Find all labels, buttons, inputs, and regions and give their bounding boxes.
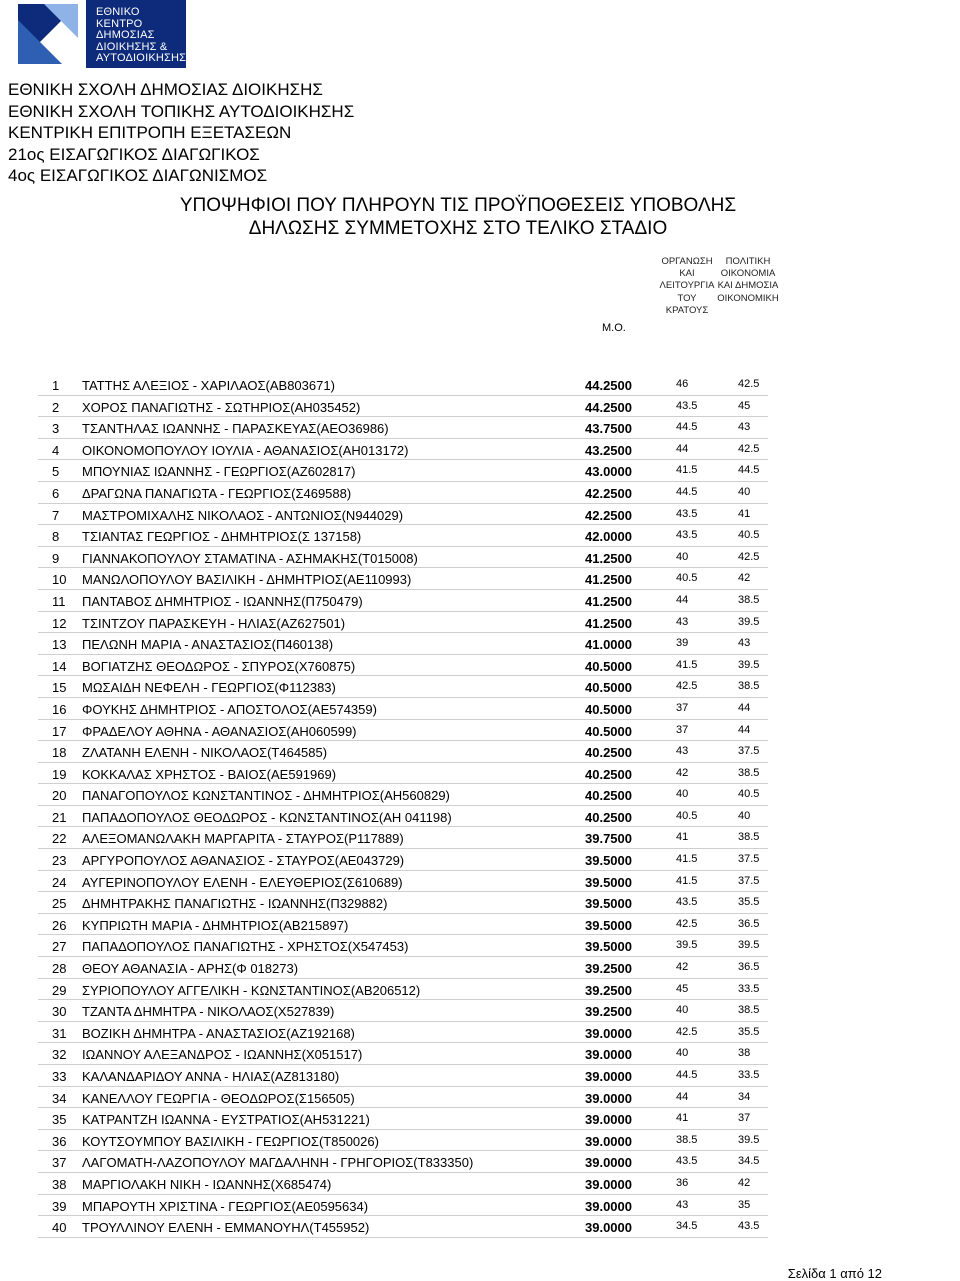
table-row (38, 784, 768, 806)
candidate-name: ΤΣΙΝΤΖΟΥ ΠΑΡΑΣΚΕΥΗ - ΗΛΙΑΣ(ΑΖ627501) (82, 615, 346, 631)
average-score: 40.5000 (585, 680, 632, 696)
score-economy: 42.5 (738, 550, 760, 563)
row-number: 30 (52, 1004, 67, 1020)
score-organization: 44.5 (676, 485, 698, 498)
score-organization: 43 (676, 615, 689, 628)
average-score: 39.2500 (585, 961, 632, 977)
candidate-name: ΙΩΑΝΝΟΥ ΑΛΕΞΑΝΔΡΟΣ - ΙΩΑΝΝΗΣ(Χ051517) (82, 1047, 363, 1063)
average-score: 40.5000 (585, 658, 632, 674)
average-score: 40.5000 (585, 723, 632, 739)
score-economy: 40 (738, 809, 751, 822)
score-economy: 42 (738, 1176, 751, 1189)
score-organization: 38.5 (676, 1133, 698, 1146)
score-economy: 44 (738, 701, 751, 714)
table-row (38, 676, 768, 698)
row-number: 11 (52, 593, 66, 609)
candidate-name: ΜΠΟΥΝΙΑΣ ΙΩΑΝΝΗΣ - ΓΕΩΡΓΙΟΣ(ΑΖ602817) (82, 464, 356, 480)
row-number: 17 (52, 723, 67, 739)
candidate-name: ΚΑΤΡΑΝΤΖΗ ΙΩΑΝΝΑ - ΕΥΣΤΡΑΤΙΟΣ(ΑΗ531221) (82, 1112, 370, 1128)
logo-line: ΚΕΝΤΡΟ (96, 17, 143, 30)
table-row (38, 1065, 768, 1087)
logo-mark-icon (14, 0, 82, 68)
row-number: 27 (52, 939, 67, 955)
average-score: 44.2500 (585, 378, 632, 393)
row-number: 28 (52, 961, 67, 977)
average-score: 40.2500 (585, 766, 632, 782)
column-header-line: ΚΑΙ ΔΗΜΟΣΙΑ (717, 280, 779, 292)
score-economy: 39.5 (738, 615, 760, 628)
average-score: 39.7500 (585, 831, 632, 847)
candidate-name: ΦΡΑΔΕΛΟΥ ΑΘΗΝΑ - ΑΘΑΝΑΣΙΟΣ(ΑΗ060599) (82, 723, 357, 739)
score-economy: 34 (738, 1090, 751, 1103)
table-row (38, 374, 768, 396)
score-economy: 45 (738, 399, 751, 412)
score-organization: 40 (676, 788, 689, 801)
table-row (38, 439, 768, 461)
logo-line: ΕΘΝΙΚΟ (96, 6, 140, 18)
row-number: 7 (52, 507, 60, 523)
score-economy: 42.5 (738, 442, 760, 455)
logo (14, 0, 186, 68)
score-economy: 37.5 (738, 874, 760, 887)
candidate-name: ΔΗΜΗΤΡΑΚΗΣ ΠΑΝΑΓΙΩΤΗΣ - ΙΩΑΝΝΗΣ(Π329882) (82, 896, 388, 912)
score-organization: 37 (676, 723, 689, 736)
row-number: 39 (52, 1198, 67, 1214)
score-economy: 44.5 (738, 464, 760, 477)
average-score: 39.0000 (585, 1069, 632, 1084)
title-line-2: ΔΗΛΩΣΗΣ ΣΥΜΜΕΤΟΧΗΣ ΣΤΟ ΤΕΛΙΚΟ ΣΤΑΔΙΟ (248, 218, 668, 239)
row-number: 4 (52, 442, 60, 458)
table-row (38, 892, 768, 914)
column-header-line: ΤΟΥ ΚΡΑΤΟΥΣ (665, 292, 709, 316)
average-score: 43.7500 (585, 421, 632, 437)
candidate-name: ΜΑΡΓΙΟΛΑΚΗ ΝΙΚΗ - ΙΩΑΝΝΗΣ(Χ685474) (82, 1176, 332, 1192)
average-score: 39.5000 (585, 917, 632, 933)
table-row (38, 612, 768, 634)
score-economy: 38 (738, 1047, 751, 1060)
row-number: 22 (52, 831, 67, 847)
average-score: 41.0000 (585, 637, 632, 653)
column-header-economy (716, 256, 780, 305)
table-row (38, 1000, 768, 1022)
average-score: 42.2500 (585, 485, 632, 501)
score-economy: 36.5 (738, 917, 760, 930)
score-economy: 39.5 (738, 939, 760, 952)
score-economy: 38.5 (738, 593, 760, 606)
row-number: 38 (52, 1176, 67, 1192)
candidate-name: ΜΑΝΩΛΟΠΟΥΛΟΥ ΒΑΣΙΛΙΚΗ - ΔΗΜΗΤΡΙΟΣ(ΑΕ110993) (82, 572, 412, 588)
score-economy: 43 (738, 421, 751, 434)
table-row (38, 763, 768, 785)
score-economy: 41 (738, 507, 751, 520)
score-organization: 44 (676, 1090, 689, 1103)
table-row (38, 720, 768, 742)
column-header-line: ΟΡΓΑΝΩΣΗ ΚΑΙ (661, 256, 713, 280)
average-score: 39.0000 (585, 1112, 632, 1128)
score-economy: 44 (738, 723, 751, 736)
candidate-name: ΠΑΝΑΓΟΠΟΥΛΟΣ ΚΩΝΣΤΑΝΤΙΝΟΣ - ΔΗΜΗΤΡΙΟΣ(ΑΗ560829) (82, 788, 450, 804)
candidate-name: ΚΟΥΤΣΟΥΜΠΟΥ ΒΑΣΙΛΙΚΗ - ΓΕΩΡΓΙΟΣ(Τ850026) (82, 1133, 379, 1149)
average-score: 40.2500 (585, 745, 632, 761)
row-number: 6 (52, 485, 60, 501)
table-row (38, 827, 768, 849)
table-row (38, 741, 768, 763)
score-organization: 42.5 (676, 680, 698, 693)
score-organization: 46 (676, 378, 689, 390)
table-row (38, 590, 768, 612)
row-number: 14 (52, 658, 67, 674)
average-score: 41.2500 (585, 572, 632, 588)
candidate-name: ΤΡΟΥΛΛΙΝΟΥ ΕΛΕΝΗ - ΕΜΜΑΝΟΥΗΛ(Τ455952) (82, 1220, 370, 1236)
score-organization: 43.5 (676, 529, 698, 542)
row-number: 9 (52, 550, 60, 566)
score-organization: 40 (676, 1004, 689, 1017)
candidate-name: ΜΩΣΑΙΔΗ ΝΕΦΕΛΗ - ΓΕΩΡΓΙΟΣ(Φ112383) (82, 680, 336, 696)
candidate-name: ΤΣΑΝΤΗΛΑΣ ΙΩΑΝΝΗΣ - ΠΑΡΑΣΚΕΥΑΣ(ΑΕΟ36986) (82, 421, 389, 437)
average-score: 39.0000 (585, 1198, 632, 1214)
score-organization: 43 (676, 745, 689, 758)
table-row (38, 1022, 768, 1044)
column-header-average: Μ.Ο. (602, 322, 626, 334)
score-organization: 40.5 (676, 572, 698, 585)
table-row (38, 525, 768, 547)
row-number: 3 (52, 421, 60, 437)
row-number: 19 (52, 766, 67, 782)
candidate-name: ΧΟΡΟΣ ΠΑΝΑΓΙΩΤΗΣ - ΣΩΤΗΡΙΟΣ(ΑΗ035452) (82, 399, 361, 415)
score-organization: 43.5 (676, 896, 698, 909)
average-score: 41.2500 (585, 550, 632, 566)
candidate-name: ΤΣΙΑΝΤΑΣ ΓΕΩΡΓΙΟΣ - ΔΗΜΗΤΡΙΟΣ(Σ 137158) (82, 529, 362, 545)
average-score: 39.0000 (585, 1025, 632, 1041)
score-organization: 45 (676, 982, 689, 995)
average-score: 40.2500 (585, 809, 632, 825)
score-organization: 34.5 (676, 1220, 698, 1233)
score-organization: 41 (676, 831, 689, 844)
score-economy: 39.5 (738, 658, 760, 671)
row-number: 20 (52, 788, 67, 804)
score-economy: 40.5 (738, 788, 760, 801)
score-organization: 41.5 (676, 464, 698, 477)
average-score: 43.0000 (585, 464, 632, 480)
candidate-name: ΜΑΣΤΡΟΜΙΧΑΛΗΣ ΝΙΚΟΛΑΟΣ - ΑΝΤΩΝΙΟΣ(Ν944029) (82, 507, 404, 523)
row-number: 35 (52, 1112, 67, 1128)
row-number: 37 (52, 1155, 67, 1171)
title-line-1: ΥΠΟΨΗΦΙΟΙ ΠΟΥ ΠΛΗΡΟΥΝ ΤΙΣ ΠΡΟΫΠΟΘΕΣΕΙΣ ΥΠΟΒΟΛΗΣ (179, 195, 737, 216)
row-number: 34 (52, 1090, 67, 1106)
average-score: 39.0000 (585, 1176, 632, 1192)
candidate-name: ΠΑΠΑΔΟΠΟΥΛΟΣ ΘΕΟΔΩΡΟΣ - ΚΩΝΣΤΑΝΤΙΝΟΣ(ΑΗ 041198) (82, 809, 452, 825)
column-header-line: ΠΟΛΙΤΙΚΗ (725, 256, 771, 267)
score-organization: 40 (676, 550, 689, 563)
logo-line: ΔΙΟΙΚΗΣΗΣ & (96, 40, 168, 53)
score-organization: 36 (676, 1176, 689, 1189)
candidate-name: ΘΕΟΥ ΑΘΑΝΑΣΙΑ - ΑΡΗΣ(Φ 018273) (82, 961, 299, 977)
table-row (38, 698, 768, 720)
score-organization: 43 (676, 1198, 689, 1211)
table-row (38, 1108, 768, 1130)
average-score: 39.5000 (585, 939, 632, 955)
score-economy: 40.5 (738, 529, 760, 542)
candidate-name: ΠΕΛΩΝΗ ΜΑΡΙΑ - ΑΝΑΣΤΑΣΙΟΣ(Π460138) (82, 637, 334, 653)
score-organization: 40 (676, 1047, 689, 1060)
row-number: 10 (52, 572, 67, 588)
row-number: 33 (52, 1069, 67, 1084)
table-row (38, 1151, 768, 1173)
score-organization: 41.5 (676, 874, 698, 887)
average-score: 42.0000 (585, 529, 632, 545)
score-organization: 43.5 (676, 507, 698, 520)
logo-text (96, 7, 186, 65)
score-economy: 37 (738, 1112, 751, 1125)
score-economy: 37.5 (738, 745, 760, 758)
candidate-name: ΜΠΑΡΟΥΤΗ ΧΡΙΣΤΙΝΑ - ΓΕΩΡΓΙΟΣ(ΑΕ0595634) (82, 1198, 369, 1214)
score-economy: 38.5 (738, 1004, 760, 1017)
score-organization: 43.5 (676, 1155, 698, 1168)
table-row (38, 482, 768, 504)
candidate-name: ΑΡΓΥΡΟΠΟΥΛΟΣ ΑΘΑΝΑΣΙΟΣ - ΣΤΑΥΡΟΣ(ΑΕ043729) (82, 853, 405, 869)
candidate-name: ΤΑΤΤΗΣ ΑΛΕΞΙΟΣ - ΧΑΡΙΛΑΟΣ(ΑΒ803671) (82, 378, 335, 393)
header-line: ΕΘΝΙΚΗ ΣΧΟΛΗ ΤΟΠΙΚΗΣ ΑΥΤΟΔΙΟΙΚΗΣΗΣ (8, 101, 355, 121)
row-number: 21 (52, 809, 67, 825)
row-number: 2 (52, 399, 60, 415)
candidate-name: ΒΟΖΙΚΗ ΔΗΜΗΤΡΑ - ΑΝΑΣΤΑΣΙΟΣ(ΑΖ192168) (82, 1025, 355, 1041)
score-organization: 42.5 (676, 917, 698, 930)
average-score: 39.0000 (585, 1133, 632, 1149)
score-organization: 40.5 (676, 809, 698, 822)
column-header-line: ΟΙΚΟΝΟΜΙΚΗ (717, 292, 779, 304)
column-header-line: ΟΙΚΟΝΟΜΙΑ (720, 268, 776, 280)
score-organization: 41.5 (676, 853, 698, 866)
score-organization: 44.5 (676, 421, 698, 434)
average-score: 40.5000 (585, 701, 632, 717)
average-score: 39.0000 (585, 1155, 632, 1171)
score-economy: 42.5 (738, 378, 760, 390)
row-number: 5 (52, 464, 60, 480)
score-economy: 42 (738, 572, 751, 585)
score-economy: 38.5 (738, 766, 760, 779)
average-score: 44.2500 (585, 399, 632, 415)
candidate-name: ΚΑΝΕΛΛΟΥ ΓΕΩΡΓΙΑ - ΘΕΟΔΩΡΟΣ(Σ156505) (82, 1090, 355, 1106)
page-number: Σελίδα 1 από 12 (787, 1266, 882, 1281)
page-title (0, 194, 916, 240)
score-economy: 34.5 (738, 1155, 760, 1168)
average-score: 39.2500 (585, 982, 632, 998)
score-economy: 33.5 (738, 1069, 760, 1081)
row-number: 24 (52, 874, 67, 890)
score-economy: 43 (738, 637, 751, 650)
table-row (38, 979, 768, 1001)
score-organization: 39 (676, 637, 689, 650)
row-number: 26 (52, 917, 67, 933)
candidate-name: ΖΛΑΤΑΝΗ ΕΛΕΝΗ - ΝΙΚΟΛΑΟΣ(Τ464585) (82, 745, 328, 761)
score-economy: 35.5 (738, 1025, 760, 1038)
score-organization: 42.5 (676, 1025, 698, 1038)
table-row (38, 935, 768, 957)
header-line: 4ος ΕΙΣΑΓΩΓΙΚΟΣ ΔΙΑΓΩΝΙΣΜΟΣ (8, 166, 268, 186)
score-organization: 42 (676, 766, 689, 779)
table-row (38, 396, 768, 418)
candidate-name: ΣΥΡΙΟΠΟΥΛΟΥ ΑΓΓΕΛΙΚΗ - ΚΩΝΣΤΑΝΤΙΝΟΣ(ΑΒ206512) (82, 982, 421, 998)
score-organization: 42 (676, 961, 689, 974)
score-economy: 39.5 (738, 1133, 760, 1146)
table-row (38, 806, 768, 828)
average-score: 39.0000 (585, 1090, 632, 1106)
candidate-name: ΤΖΑΝΤΑ ΔΗΜΗΤΡΑ - ΝΙΚΟΛΑΟΣ(Χ527839) (82, 1004, 335, 1020)
score-economy: 38.5 (738, 831, 760, 844)
average-score: 39.2500 (585, 1004, 632, 1020)
table-row (38, 957, 768, 979)
score-organization: 43.5 (676, 399, 698, 412)
score-economy: 43.5 (738, 1220, 760, 1233)
row-number: 18 (52, 745, 67, 761)
score-organization: 44.5 (676, 1069, 698, 1081)
table-row (38, 1216, 768, 1238)
score-economy: 36.5 (738, 961, 760, 974)
average-score: 41.2500 (585, 593, 632, 609)
score-economy: 37.5 (738, 853, 760, 866)
row-number: 36 (52, 1133, 67, 1149)
average-score: 40.2500 (585, 788, 632, 804)
row-number: 40 (52, 1220, 67, 1236)
candidate-name: ΦΟΥΚΗΣ ΔΗΜΗΤΡΙΟΣ - ΑΠΟΣΤΟΛΟΣ(ΑΕ574359) (82, 701, 377, 717)
table-row (38, 568, 768, 590)
header-line: 21ος ΕΙΣΑΓΩΓΙΚΟΣ ΔΙΑΓΩΓΙΚΟΣ (8, 144, 260, 164)
score-economy: 35.5 (738, 896, 760, 909)
results-table (38, 374, 768, 1238)
candidate-name: ΑΛΕΞΟΜΑΝΩΛΑΚΗ ΜΑΡΓΑΡΙΤΑ - ΣΤΑΥΡΟΣ(Ρ117889) (82, 831, 404, 847)
candidate-name: ΔΡΑΓΩΝΑ ΠΑΝΑΓΙΩΤΑ - ΓΕΩΡΓΙΟΣ(Σ469588) (82, 485, 352, 501)
row-number: 8 (52, 529, 60, 545)
row-number: 32 (52, 1047, 67, 1063)
row-number: 15 (52, 680, 67, 696)
candidate-name: ΑΥΓΕΡΙΝΟΠΟΥΛΟΥ ΕΛΕΝΗ - ΕΛΕΥΘΕΡΙΟΣ(Σ610689) (82, 874, 403, 890)
score-organization: 39.5 (676, 939, 698, 952)
score-organization: 41.5 (676, 658, 698, 671)
table-row (38, 547, 768, 569)
table-row (38, 849, 768, 871)
row-number: 1 (52, 378, 60, 393)
table-row (38, 1087, 768, 1109)
column-header-organization (655, 256, 719, 317)
table-row (38, 1195, 768, 1217)
row-number: 13 (52, 637, 67, 653)
candidate-name: ΒΟΓΙΑΤΖΗΣ ΘΕΟΔΩΡΟΣ - ΣΠΥΡΟΣ(Χ760875) (82, 658, 356, 674)
candidate-name: ΚΑΛΑΝΔΑΡΙΔΟΥ ΑΝΝΑ - ΗΛΙΑΣ(ΑΖ813180) (82, 1069, 340, 1084)
row-number: 23 (52, 853, 67, 869)
score-organization: 41 (676, 1112, 689, 1125)
score-organization: 37 (676, 701, 689, 714)
average-score: 42.2500 (585, 507, 632, 523)
row-number: 31 (52, 1025, 67, 1041)
row-number: 12 (52, 615, 67, 631)
table-row (38, 871, 768, 893)
average-score: 39.5000 (585, 853, 632, 869)
average-score: 43.2500 (585, 442, 632, 458)
row-number: 16 (52, 701, 67, 717)
row-number: 25 (52, 896, 67, 912)
candidate-name: ΓΙΑΝΝΑΚΟΠΟΥΛΟΥ ΣΤΑΜΑΤΙΝΑ - ΑΣΗΜΑΚΗΣ(Τ015008) (82, 550, 418, 566)
candidate-name: ΛΑΓΟΜΑΤΗ-ΛΑΖΟΠΟΥΛΟΥ ΜΑΓΔΑΛΗΝΗ - ΓΡΗΓΟΡΙΟΣ(Τ833350) (82, 1155, 474, 1171)
table-row (38, 504, 768, 526)
table-row (38, 417, 768, 439)
average-score: 39.0000 (585, 1047, 632, 1063)
table-row (38, 1173, 768, 1195)
score-economy: 40 (738, 485, 751, 498)
average-score: 41.2500 (585, 615, 632, 631)
score-economy: 38.5 (738, 680, 760, 693)
average-score: 39.5000 (585, 874, 632, 890)
score-organization: 44 (676, 593, 689, 606)
table-row (38, 1130, 768, 1152)
document-header (8, 79, 354, 187)
header-line: ΕΘΝΙΚΗ ΣΧΟΛΗ ΔΗΜΟΣΙΑΣ ΔΙΟΙΚΗΣΗΣ (8, 80, 323, 99)
logo-line: ΔΗΜΟΣΙΑΣ (96, 29, 155, 41)
candidate-name: ΚΟΚΚΑΛΑΣ ΧΡΗΣΤΟΣ - ΒΑΙΟΣ(ΑΕ591969) (82, 766, 337, 782)
score-economy: 33.5 (738, 982, 760, 995)
table-row (38, 460, 768, 482)
column-header-line: ΛΕΙΤΟΥΡΓΙΑ (659, 280, 715, 292)
average-score: 39.0000 (585, 1220, 632, 1236)
score-economy: 35 (738, 1198, 751, 1211)
row-number: 29 (52, 982, 67, 998)
candidate-name: ΠΑΠΑΔΟΠΟΥΛΟΣ ΠΑΝΑΓΙΩΤΗΣ - ΧΡΗΣΤΟΣ(Χ547453) (82, 939, 409, 955)
table-row (38, 655, 768, 677)
table-row (38, 633, 768, 655)
candidate-name: ΠΑΝΤΑΒΟΣ ΔΗΜΗΤΡΙΟΣ - ΙΩΑΝΝΗΣ(Π750479) (82, 593, 363, 609)
candidate-name: ΟΙΚΟΝΟΜΟΠΟΥΛΟΥ ΙΟΥΛΙΑ - ΑΘΑΝΑΣΙΟΣ(ΑΗ013172) (82, 442, 409, 458)
average-score: 39.5000 (585, 896, 632, 912)
table-row (38, 1043, 768, 1065)
header-line: ΚΕΝΤΡΙΚΗ ΕΠΙΤΡΟΠΗ ΕΞΕΤΑΣΕΩΝ (8, 123, 292, 143)
logo-line: ΑΥΤΟΔΙΟΙΚΗΣΗΣ (96, 52, 187, 64)
score-organization: 44 (676, 442, 689, 455)
candidate-name: ΚΥΠΡΙΩΤΗ ΜΑΡΙΑ - ΔΗΜΗΤΡΙΟΣ(ΑΒ215897) (82, 917, 349, 933)
table-row (38, 914, 768, 936)
